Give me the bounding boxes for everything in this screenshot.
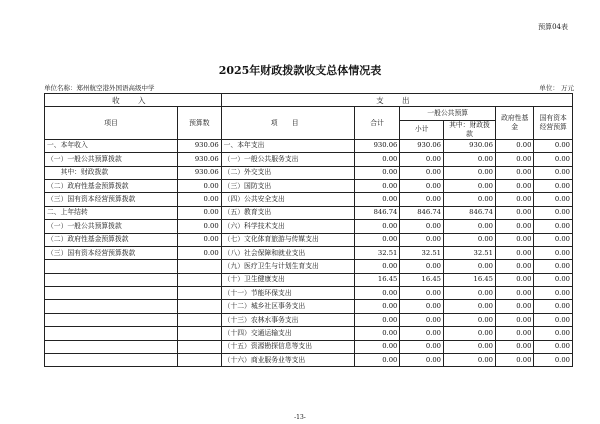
subtotal-cell: 0.00 (400, 166, 444, 179)
state-capital-cell: 0.00 (534, 206, 573, 219)
revenue-amount-cell: 0.00 (178, 233, 222, 246)
total-cell: 846.74 (354, 206, 400, 219)
revenue-item-cell: （一）一般公共预算拨款 (45, 153, 178, 166)
expenditure-item-cell: （十一）节能环保支出 (221, 287, 354, 300)
fiscal-allocation-cell: 0.00 (444, 220, 496, 233)
revenue-item-cell (45, 327, 178, 340)
revenue-amount-cell (178, 313, 222, 326)
state-capital-cell: 0.00 (534, 260, 573, 273)
gov-fund-cell: 0.00 (495, 166, 533, 179)
subtotal-cell: 0.00 (400, 260, 444, 273)
subtotal-header: 小计 (400, 120, 444, 139)
unit-row (44, 83, 574, 92)
total-cell: 0.00 (354, 354, 400, 367)
total-cell: 930.06 (354, 139, 400, 152)
revenue-amount-cell: 0.00 (178, 220, 222, 233)
expenditure-item-cell: （八）社会保障和就业支出 (221, 246, 354, 259)
fiscal-allocation-cell: 16.45 (444, 273, 496, 286)
revenue-amount-cell: 930.06 (178, 166, 222, 179)
expenditure-item-cell: （一）一般公共服务支出 (221, 153, 354, 166)
expenditure-item-cell: （十）卫生健康支出 (221, 273, 354, 286)
total-cell: 0.00 (354, 220, 400, 233)
state-capital-cell: 0.00 (534, 233, 573, 246)
expenditure-item-cell: （五）教育支出 (221, 206, 354, 219)
fiscal-allocation-cell: 0.00 (444, 179, 496, 192)
expenditure-item-cell: （十六）商业服务业等支出 (221, 354, 354, 367)
gov-fund-cell: 0.00 (495, 260, 533, 273)
table-row (45, 354, 573, 367)
expenditure-item-cell: 一、本年支出 (221, 139, 354, 152)
revenue-item-cell (45, 313, 178, 326)
revenue-amount-cell (178, 287, 222, 300)
revenue-amount-cell (178, 327, 222, 340)
subtotal-cell: 0.00 (400, 153, 444, 166)
gov-fund-cell: 0.00 (495, 340, 533, 353)
gov-fund-cell: 0.00 (495, 246, 533, 259)
table-row (45, 206, 573, 219)
fiscal-allocation-cell: 846.74 (444, 206, 496, 219)
expenditure-item-cell: （六）科学技术支出 (221, 220, 354, 233)
revenue-amount-cell: 930.06 (178, 139, 222, 152)
total-cell: 0.00 (354, 193, 400, 206)
subtotal-cell: 0.00 (400, 287, 444, 300)
fiscal-allocation-cell: 32.51 (444, 246, 496, 259)
page-number: -13- (294, 414, 306, 421)
expenditure-item-cell: （四）公共安全支出 (221, 193, 354, 206)
state-capital-cell: 0.00 (534, 300, 573, 313)
table-row (45, 179, 573, 192)
state-capital-cell: 0.00 (534, 273, 573, 286)
budget-table (44, 93, 573, 367)
total-cell: 0.00 (354, 327, 400, 340)
subtotal-cell: 0.00 (400, 313, 444, 326)
revenue-amount-cell: 0.00 (178, 206, 222, 219)
expenditure-item-cell: （十三）农林水事务支出 (221, 313, 354, 326)
table-row (45, 153, 573, 166)
revenue-amount-cell: 0.00 (178, 246, 222, 259)
table-row (45, 139, 573, 152)
unit-name: 单位名称：郑州航空港外国语高级中学 (44, 84, 155, 92)
fiscal-allocation-cell: 0.00 (444, 193, 496, 206)
revenue-item-cell (45, 273, 178, 286)
fiscal-allocation-cell: 0.00 (444, 340, 496, 353)
fiscal-allocation-cell: 0.00 (444, 260, 496, 273)
fiscal-allocation-header: 其中：财政拨款 (444, 120, 496, 139)
expenditure-item-cell: （十二）城乡社区事务支出 (221, 300, 354, 313)
revenue-amount-cell (178, 273, 222, 286)
total-cell: 32.51 (354, 246, 400, 259)
state-capital-cell: 0.00 (534, 179, 573, 192)
subtotal-cell: 0.00 (400, 340, 444, 353)
fiscal-allocation-cell: 0.00 (444, 354, 496, 367)
total-cell: 0.00 (354, 313, 400, 326)
revenue-amount-cell: 0.00 (178, 179, 222, 192)
subtotal-cell: 32.51 (400, 246, 444, 259)
subtotal-cell: 0.00 (400, 327, 444, 340)
subtotal-cell: 16.45 (400, 273, 444, 286)
table-row (45, 313, 573, 326)
revenue-item-cell (45, 354, 178, 367)
state-capital-cell: 0.00 (534, 354, 573, 367)
total-cell: 0.00 (354, 166, 400, 179)
page-title: 2025年财政拨款收支总体情况表 (218, 64, 382, 77)
fiscal-allocation-cell: 0.00 (444, 300, 496, 313)
fiscal-allocation-cell: 0.00 (444, 233, 496, 246)
subtotal-cell: 0.00 (400, 354, 444, 367)
total-cell: 0.00 (354, 300, 400, 313)
expenditure-header: 支 出 (221, 94, 572, 107)
expenditure-item-header: 项 目 (221, 107, 354, 139)
gov-fund-header: 政府性基金 (495, 107, 533, 139)
expenditure-item-cell: （七）文化体育旅游与传媒支出 (221, 233, 354, 246)
state-capital-cell: 0.00 (534, 327, 573, 340)
table-row (45, 327, 573, 340)
revenue-item-cell: 一、本年收入 (45, 139, 178, 152)
subtotal-cell: 0.00 (400, 220, 444, 233)
gov-fund-cell: 0.00 (495, 287, 533, 300)
state-capital-cell: 0.00 (534, 287, 573, 300)
revenue-item-cell: 二、上年结转 (45, 206, 178, 219)
fiscal-allocation-cell: 0.00 (444, 153, 496, 166)
state-capital-cell: 0.00 (534, 220, 573, 233)
gov-fund-cell: 0.00 (495, 300, 533, 313)
state-capital-cell: 0.00 (534, 139, 573, 152)
revenue-header: 收 入 (45, 94, 222, 107)
table-row (45, 260, 573, 273)
total-cell: 0.00 (354, 153, 400, 166)
total-cell: 0.00 (354, 287, 400, 300)
state-capital-cell: 0.00 (534, 166, 573, 179)
unit-of-measure: 单位： 万元 (539, 84, 574, 92)
table-row (45, 220, 573, 233)
gov-fund-cell: 0.00 (495, 327, 533, 340)
table-row (45, 287, 573, 300)
general-budget-header: 一般公共预算 (400, 107, 496, 120)
fiscal-allocation-cell: 930.06 (444, 139, 496, 152)
total-cell: 16.45 (354, 273, 400, 286)
table-row (45, 340, 573, 353)
gov-fund-cell: 0.00 (495, 206, 533, 219)
table-row (45, 246, 573, 259)
revenue-item-cell: （三）国有资本经营预算拨款 (45, 246, 178, 259)
gov-fund-cell: 0.00 (495, 139, 533, 152)
revenue-amount-cell (178, 354, 222, 367)
state-capital-cell: 0.00 (534, 340, 573, 353)
table-row (45, 166, 573, 179)
gov-fund-cell: 0.00 (495, 313, 533, 326)
revenue-item-cell: 其中：财政拨款 (45, 166, 178, 179)
revenue-amount-cell (178, 260, 222, 273)
subtotal-cell: 930.06 (400, 139, 444, 152)
gov-fund-cell: 0.00 (495, 354, 533, 367)
table-row (45, 300, 573, 313)
fiscal-allocation-cell: 0.00 (444, 313, 496, 326)
revenue-amount-cell (178, 300, 222, 313)
table-row (45, 273, 573, 286)
subtotal-cell: 0.00 (400, 233, 444, 246)
subtotal-cell: 0.00 (400, 300, 444, 313)
revenue-item-header: 项目 (45, 107, 178, 139)
subtotal-cell: 0.00 (400, 179, 444, 192)
fiscal-allocation-cell: 0.00 (444, 287, 496, 300)
fiscal-allocation-cell: 0.00 (444, 327, 496, 340)
revenue-item-cell: （二）政府性基金预算拨款 (45, 179, 178, 192)
state-capital-cell: 0.00 (534, 246, 573, 259)
state-capital-cell: 0.00 (534, 193, 573, 206)
revenue-item-cell: （一）一般公共预算拨款 (45, 220, 178, 233)
revenue-item-cell: （三）国有资本经营预算拨款 (45, 193, 178, 206)
table-body (45, 139, 573, 367)
budget-amount-header: 预算数 (178, 107, 222, 139)
revenue-amount-cell (178, 340, 222, 353)
gov-fund-cell: 0.00 (495, 193, 533, 206)
state-capital-cell: 0.00 (534, 153, 573, 166)
gov-fund-cell: 0.00 (495, 233, 533, 246)
fiscal-allocation-cell: 0.00 (444, 166, 496, 179)
gov-fund-cell: 0.00 (495, 153, 533, 166)
gov-fund-cell: 0.00 (495, 220, 533, 233)
revenue-amount-cell: 930.06 (178, 153, 222, 166)
expenditure-item-cell: （九）医疗卫生与计划生育支出 (221, 260, 354, 273)
state-capital-cell: 0.00 (534, 313, 573, 326)
expenditure-item-cell: （二）外交支出 (221, 166, 354, 179)
expenditure-item-cell: （十四）交通运输支出 (221, 327, 354, 340)
gov-fund-cell: 0.00 (495, 273, 533, 286)
total-header: 合计 (354, 107, 400, 139)
gov-fund-cell: 0.00 (495, 179, 533, 192)
revenue-amount-cell: 0.00 (178, 193, 222, 206)
subtotal-cell: 0.00 (400, 193, 444, 206)
expenditure-item-cell: （十五）资源勘探信息等支出 (221, 340, 354, 353)
total-cell: 0.00 (354, 260, 400, 273)
state-capital-header: 国有资本经营预算 (534, 107, 573, 139)
revenue-item-cell (45, 340, 178, 353)
revenue-item-cell (45, 260, 178, 273)
table-row (45, 193, 573, 206)
revenue-item-cell (45, 300, 178, 313)
table-row (45, 233, 573, 246)
total-cell: 0.00 (354, 179, 400, 192)
subtotal-cell: 846.74 (400, 206, 444, 219)
total-cell: 0.00 (354, 233, 400, 246)
revenue-item-cell (45, 287, 178, 300)
revenue-item-cell: （二）政府性基金预算拨款 (45, 233, 178, 246)
total-cell: 0.00 (354, 340, 400, 353)
form-number: 预算04表 (538, 23, 568, 31)
expenditure-item-cell: （三）国防支出 (221, 179, 354, 192)
